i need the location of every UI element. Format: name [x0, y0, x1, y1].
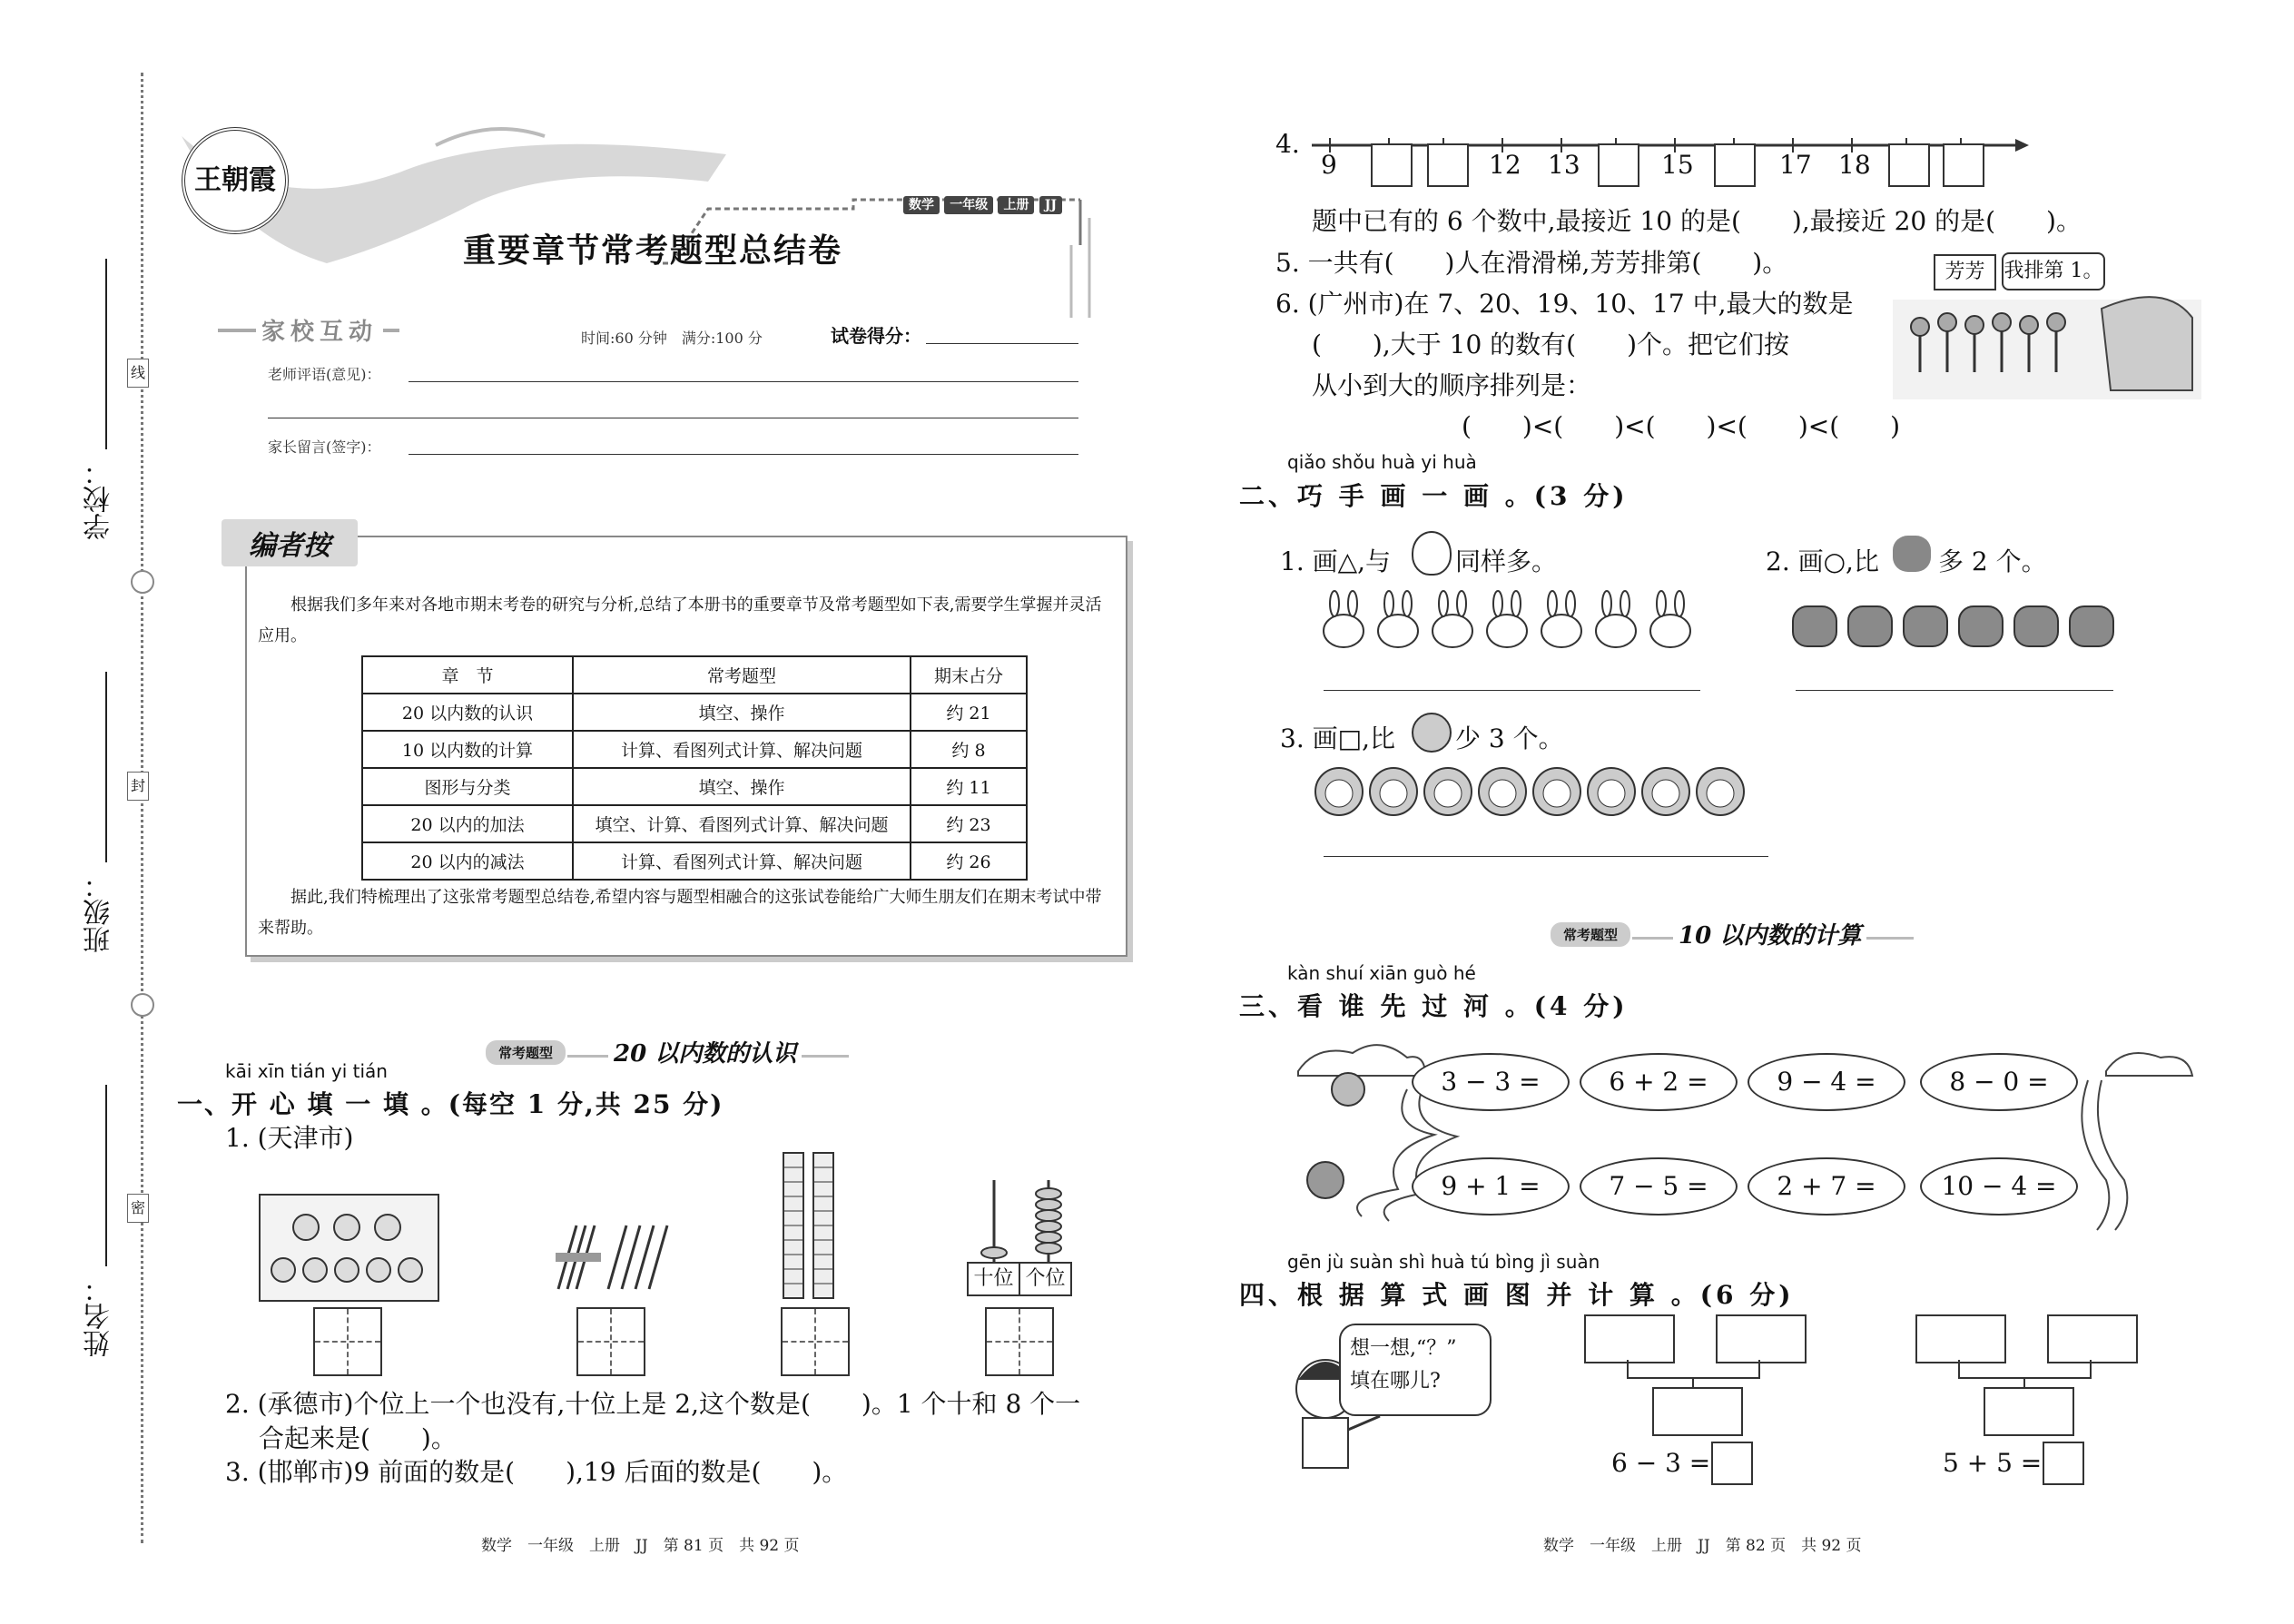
abacus-tens-label: 十位 — [967, 1262, 1020, 1296]
table-header: 常考题型 — [573, 656, 911, 694]
numberline-blank[interactable] — [1371, 143, 1413, 187]
numberline-label: 12 — [1489, 150, 1521, 180]
binding-dotted-line — [141, 73, 143, 1543]
draw-answer-line[interactable] — [1324, 690, 1700, 691]
equation-text: 5 + 5 = — [1943, 1448, 2043, 1478]
home-school-title: 家校互动 — [256, 313, 383, 347]
sticks-bundle-picture — [545, 1216, 681, 1298]
abacus-ones-label: 个位 — [1019, 1262, 1072, 1296]
equation-ellipse[interactable]: 10 − 4 = — [1920, 1157, 2078, 1216]
total-box[interactable] — [1984, 1387, 2074, 1436]
editor-note-outro: 据此,我们特梳理出了这张常考题型总结卷,希望内容与题型相融合的这张试卷能给广大师生朋友们在期末考试中带来帮助。 — [258, 888, 1102, 938]
brand-logo: 王朝霞 — [182, 127, 289, 234]
table-cell: 计算、看图列式计算、解决问题 — [573, 731, 911, 768]
numberline-label: 15 — [1661, 150, 1694, 180]
think-bubble — [1339, 1324, 1492, 1416]
binding-char: 封 — [127, 772, 149, 801]
abacus-picture — [962, 1171, 1080, 1271]
table-cell: 约 11 — [911, 768, 1027, 805]
q1-label: 1. (天津市) — [225, 1123, 354, 1153]
section1-pinyin: kāi xīn tián yi tián — [225, 1060, 388, 1082]
draw-q2-text: 多 2 个。 — [1938, 546, 2047, 576]
answer-field[interactable] — [313, 1307, 382, 1376]
draw-q3-text: 少 3 个。 — [1455, 723, 1564, 753]
table-cell: 20 以内的减法 — [362, 842, 573, 880]
q6-text: ( ),大于 10 的数有( )个。把它们按 — [1312, 330, 1790, 359]
section4-pinyin: gēn jù suàn shì huà tú bìng jì suàn — [1287, 1251, 1600, 1273]
table-cell: 填空、计算、看图列式计算、解决问题 — [573, 805, 911, 842]
cubes-picture — [779, 1148, 842, 1303]
equation-ellipse[interactable]: 3 − 3 = — [1412, 1053, 1570, 1111]
numberline-blank[interactable] — [1888, 143, 1930, 187]
fangfang-label: 芳芳 — [1934, 254, 1996, 290]
equation-ellipse[interactable]: 9 − 4 = — [1748, 1053, 1905, 1111]
total-box[interactable] — [1652, 1387, 1743, 1436]
table-cell: 图形与分类 — [362, 768, 573, 805]
binding-char: 线 — [127, 359, 149, 388]
think-bubble-line: 填在哪儿? — [1350, 1370, 1441, 1393]
section1-title: 一、开 心 填 一 填 。(每空 1 分,共 25 分) — [177, 1089, 724, 1119]
table-cell: 填空、操作 — [573, 694, 911, 731]
tag-volume: 上册 — [998, 196, 1034, 214]
class-field[interactable] — [105, 672, 107, 862]
chapter-table — [361, 655, 1028, 881]
lion-icon — [1412, 713, 1452, 753]
home-school-banner — [218, 313, 399, 349]
school-label: 学校： — [84, 458, 115, 540]
section4-title: 四、根 据 算 式 画 图 并 计 算 。(6 分) — [1239, 1280, 1795, 1310]
answer-field[interactable] — [781, 1307, 850, 1376]
table-header: 期末占分 — [911, 656, 1027, 694]
cat-icon — [1893, 536, 1931, 572]
numberline-label: 13 — [1548, 150, 1580, 180]
numberline-blank[interactable] — [1943, 143, 1984, 187]
numberline-label: 9 — [1321, 150, 1337, 180]
table-cell: 10 以内数的计算 — [362, 731, 573, 768]
section3-pinyin: kàn shuí xiān guò hé — [1287, 962, 1476, 984]
binding-hole — [131, 570, 154, 594]
draw-q3-text: 3. 画□,比 — [1280, 723, 1395, 753]
numberline-label: 17 — [1779, 150, 1812, 180]
equation-ellipse[interactable]: 7 − 5 = — [1580, 1157, 1738, 1216]
editor-note-box — [245, 530, 1127, 957]
banner-text: 10 以内数的计算 — [1673, 917, 1866, 950]
score-field[interactable] — [926, 343, 1078, 344]
numberline-blank[interactable] — [1427, 143, 1469, 187]
name-field[interactable] — [105, 1085, 107, 1266]
numberline-label: 18 — [1838, 150, 1871, 180]
q2-text: 合起来是( )。 — [259, 1423, 457, 1453]
draw-q2-text: 2. 画○,比 — [1766, 546, 1879, 576]
question-type-banner — [1551, 917, 1932, 950]
tag-grade: 一年级 — [944, 196, 993, 214]
section3-title: 三、看 谁 先 过 河 。(4 分) — [1239, 991, 1629, 1021]
school-field[interactable] — [105, 259, 107, 449]
draw-q1-text: 同样多。 — [1455, 546, 1558, 576]
table-header-row — [362, 656, 1027, 694]
editor-note-title: 编者按 — [222, 519, 358, 566]
binding-hole — [131, 993, 154, 1017]
draw-q1-text: 1. 画△,与 — [1280, 546, 1392, 576]
numberline-blank[interactable] — [1714, 143, 1756, 187]
bracket-lines — [1598, 1360, 1797, 1387]
rabbits-row-picture — [1312, 590, 1711, 654]
q4-text: 题中已有的 6 个数中,最接近 10 的是( ),最接近 20 的是( )。 — [1312, 206, 2082, 236]
part-box[interactable] — [1716, 1314, 1807, 1363]
footer-right: 数学 一年级 上册 JJ 第 82 页 共 92 页 — [1543, 1537, 1862, 1555]
table-header: 章 节 — [362, 656, 573, 694]
q4-label: 4. — [1275, 129, 1300, 159]
time-info: 时间:60 分钟 满分:100 分 — [581, 330, 763, 347]
banner-label: 常考题型 — [1551, 922, 1630, 947]
table-cell: 20 以内的加法 — [362, 805, 573, 842]
teacher-comment-label: 老师评语(意见)： — [268, 366, 381, 383]
part-box[interactable] — [1584, 1314, 1675, 1363]
answer-field[interactable] — [985, 1307, 1054, 1376]
answer-box[interactable] — [2043, 1442, 2084, 1485]
tag-subject: 数学 — [903, 196, 940, 214]
teacher-comment-line[interactable] — [409, 381, 1078, 382]
equation-ellipse[interactable]: 8 − 0 = — [1920, 1053, 2078, 1111]
table-cell: 约 26 — [911, 842, 1027, 880]
q6-text: 6. (广州市)在 7、20、19、10、17 中,最大的数是 — [1275, 289, 1854, 319]
apples-picture — [259, 1194, 439, 1302]
banner-label: 常考题型 — [486, 1040, 566, 1065]
q2-text: 2. (承德市)个位上一个也没有,十位上是 2,这个数是( )。1 个十和 8 个一 — [225, 1389, 1081, 1419]
table-row — [362, 842, 1027, 880]
table-row — [362, 805, 1027, 842]
part-box[interactable] — [2047, 1314, 2138, 1363]
table-cell: 计算、看图列式计算、解决问题 — [573, 842, 911, 880]
parent-comment-label: 家长留言(签字)： — [268, 438, 381, 456]
q6-order: ( )<( )<( )<( )<( ) — [1462, 411, 1901, 441]
table-row — [362, 768, 1027, 805]
think-bubble-line: 想一想,“？” — [1350, 1337, 1457, 1360]
equation-ellipse[interactable]: 6 + 2 = — [1580, 1053, 1738, 1111]
numberline-blank[interactable] — [1598, 143, 1639, 187]
question-type-banner — [486, 1035, 867, 1068]
cats-row-picture — [1788, 599, 2124, 654]
page-title: 重要章节常考题型总结卷 — [463, 231, 843, 270]
banner-text: 20 以内数的认识 — [608, 1035, 802, 1068]
draw-answer-line[interactable] — [1324, 856, 1768, 857]
section2-pinyin: qiǎo shǒu huà yi huà — [1287, 451, 1477, 473]
editor-note-intro: 根据我们多年来对各地市期末考卷的研究与分析,总结了本册书的重要章节及常考题型如下表,需要学生掌握并灵活应用。 — [258, 595, 1102, 645]
score-label: 试卷得分： — [831, 325, 921, 347]
footer-left: 数学 一年级 上册 JJ 第 81 页 共 92 页 — [481, 1537, 800, 1555]
edition-tags — [903, 195, 1062, 213]
name-label: 姓名： — [84, 1275, 115, 1357]
tag-edition: JJ — [1039, 196, 1062, 214]
q5-text: 5. 一共有( )人在滑滑梯,芳芳排第( )。 — [1275, 248, 1788, 278]
table-row — [362, 731, 1027, 768]
class-label: 班级： — [84, 871, 115, 953]
binding-char: 密 — [127, 1194, 149, 1223]
table-cell: 约 8 — [911, 731, 1027, 768]
equation-text: 6 − 3 = — [1611, 1448, 1711, 1478]
equation-ellipse[interactable]: 9 + 1 = — [1412, 1157, 1570, 1216]
table-cell: 约 23 — [911, 805, 1027, 842]
draw-answer-line[interactable] — [1796, 690, 2113, 691]
lions-row-picture — [1312, 763, 1766, 822]
answer-field[interactable] — [576, 1307, 645, 1376]
equation-ellipse[interactable]: 2 + 7 = — [1748, 1157, 1905, 1216]
section2-title: 二、巧 手 画 一 画 。(3 分) — [1239, 481, 1629, 511]
parent-comment-line[interactable] — [409, 454, 1078, 455]
table-cell: 20 以内数的认识 — [362, 694, 573, 731]
table-cell: 填空、操作 — [573, 768, 911, 805]
speech-bubble: 我排第 1。 — [2002, 252, 2105, 290]
rabbit-icon — [1412, 531, 1452, 576]
q6-text: 从小到大的顺序排列是： — [1312, 370, 1592, 400]
table-row — [362, 694, 1027, 731]
part-box[interactable] — [1915, 1314, 2006, 1363]
answer-box[interactable] — [1711, 1442, 1753, 1485]
table-cell: 约 21 — [911, 694, 1027, 731]
q3-text: 3. (邯郸市)9 前面的数是( ),19 后面的数是( )。 — [225, 1457, 848, 1487]
bracket-lines — [1929, 1360, 2129, 1387]
